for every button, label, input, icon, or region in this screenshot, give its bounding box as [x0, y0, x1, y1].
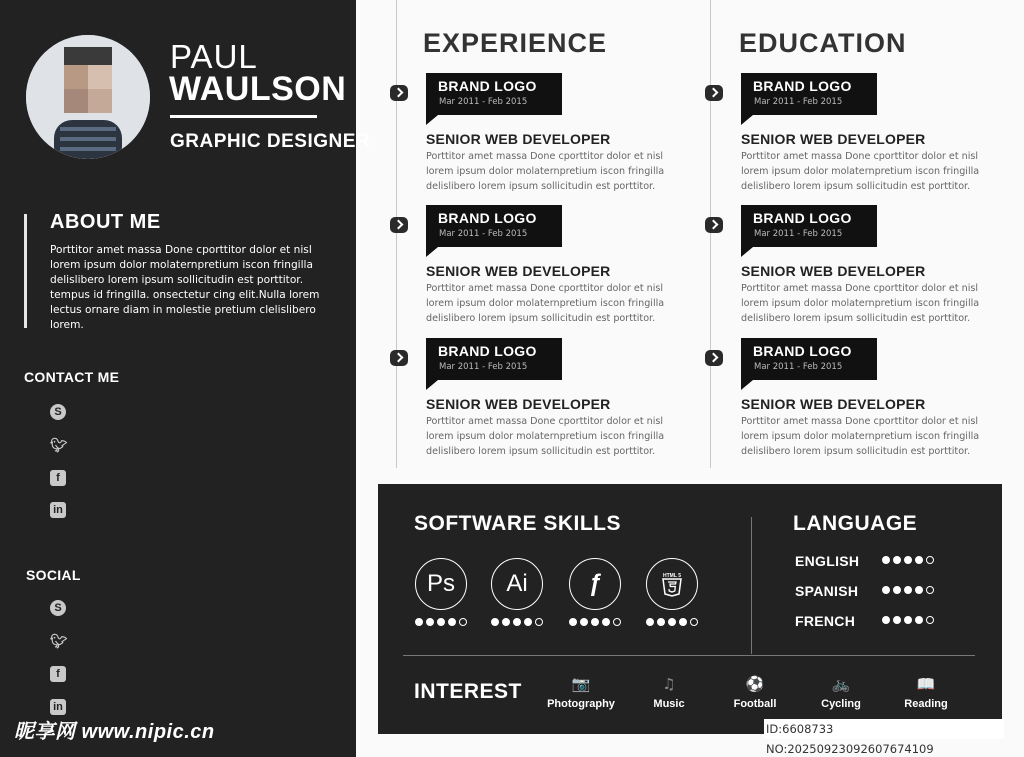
contact-title: CONTACT ME — [24, 369, 120, 385]
panel-divider-horizontal — [403, 655, 975, 656]
svg-text:HTML 5: HTML 5 — [663, 573, 681, 579]
chevron-right-icon — [390, 217, 408, 233]
experience-title: EXPERIENCE — [423, 28, 608, 58]
name-divider — [170, 115, 317, 118]
brand-logo-text: BRAND LOGO — [753, 343, 852, 359]
education-timeline-line — [710, 0, 711, 468]
experience-timeline-line — [396, 0, 397, 468]
rating-dot-filled — [904, 616, 912, 624]
entry-description: Porttitor amet massa Done cporttitor dolor et nisl lorem ipsum dolor molaternpretium iscon fringilla delislibero lorem ipsum sollicitudin est porttitor. — [426, 283, 665, 324]
rating-dot-filled — [904, 556, 912, 564]
linkedin-icon[interactable]: in — [50, 502, 66, 518]
chevron-right-icon — [705, 350, 723, 366]
entry-role: SENIOR WEB DEVELOPER — [741, 263, 926, 279]
book-icon: 📖 — [916, 675, 936, 693]
entry-description: Porttitor amet massa Done cporttitor dolor et nisl lorem ipsum dolor molaternpretium iscon fringilla delislibero lorem ipsum sollicitudin est porttitor. — [741, 151, 980, 192]
last-name: WAULSON — [169, 70, 347, 108]
panel-divider-vertical — [751, 517, 752, 654]
interest-label: Cycling — [821, 698, 861, 710]
interest-music — [624, 674, 714, 710]
skype-icon[interactable]: S — [50, 600, 66, 616]
twitter-icon[interactable]: 🐦︎ — [50, 633, 68, 649]
skill-rating — [491, 618, 543, 626]
software-skills-title: SOFTWARE SKILLS — [414, 512, 621, 535]
entry-description: Porttitor amet massa Done cporttitor dolor et nisl lorem ipsum dolor molaternpretium iscon fringilla delislibero lorem ipsum sollicitudin est porttitor. — [426, 416, 665, 457]
skill-photoshop — [415, 558, 467, 626]
entry-description: Porttitor amet massa Done cporttitor dolor et nisl lorem ipsum dolor molaternpretium iscon fringilla delislibero lorem ipsum sollicitudin est porttitor. — [426, 151, 665, 192]
rating-dot-filled — [602, 618, 610, 626]
language-rating — [882, 556, 934, 564]
chevron-right-icon — [705, 85, 723, 101]
rating-dot-filled — [915, 616, 923, 624]
avatar — [26, 35, 150, 159]
about-accent-bar — [24, 214, 27, 328]
skills-panel — [378, 484, 1002, 734]
skill-flash — [569, 558, 621, 626]
interest-cycling — [796, 674, 886, 710]
entry-description: Porttitor amet massa Done cporttitor dolor et nisl lorem ipsum dolor molaternpretium iscon fringilla delislibero lorem ipsum sollicitudin est porttitor. — [741, 283, 980, 324]
social-title: SOCIAL — [26, 567, 81, 583]
camera-icon: 📷 — [571, 675, 591, 693]
rating-dot-filled — [893, 586, 901, 594]
education-entry — [741, 73, 1011, 198]
skill-rating — [569, 618, 621, 626]
skill-rating — [646, 618, 698, 626]
experience-entry — [426, 338, 696, 463]
rating-dot-filled — [448, 618, 456, 626]
rating-dot-filled — [893, 556, 901, 564]
entry-dates: Mar 2011 - Feb 2015 — [754, 362, 843, 372]
entry-dates: Mar 2011 - Feb 2015 — [439, 229, 528, 239]
education-title: EDUCATION — [739, 28, 907, 58]
rating-dot-filled — [513, 618, 521, 626]
brand-logo-text: BRAND LOGO — [438, 78, 537, 94]
rating-dot-empty — [613, 618, 621, 626]
rating-dot-filled — [882, 556, 890, 564]
entry-dates: Mar 2011 - Feb 2015 — [754, 97, 843, 107]
skill-html5 — [646, 558, 698, 626]
about-title: ABOUT ME — [50, 211, 161, 233]
skype-icon[interactable]: S — [50, 404, 66, 420]
rating-dot-filled — [679, 618, 687, 626]
education-entry — [741, 205, 1011, 330]
language-rating — [882, 616, 934, 624]
brand-logo-text: BRAND LOGO — [438, 210, 537, 226]
language-title: LANGUAGE — [793, 512, 918, 535]
rating-dot-filled — [524, 618, 532, 626]
entry-role: SENIOR WEB DEVELOPER — [426, 396, 611, 412]
rating-dot-filled — [904, 586, 912, 594]
interest-photography — [536, 674, 626, 710]
entry-role: SENIOR WEB DEVELOPER — [741, 396, 926, 412]
interest-label: Football — [733, 698, 777, 710]
facebook-icon[interactable]: f — [50, 666, 66, 682]
chevron-right-icon — [390, 350, 408, 366]
rating-dot-filled — [882, 616, 890, 624]
about-text: Porttitor amet massa Done cporttitor dolor et nisl lorem ipsum dolor molaternpretium iscon fringilla delislibero lorem ipsum sollicitudin est porttitor. tempus id fringilla. onsectetur cing elit.Nulla lorem lectus ornare diam in molestie pretium clelislibero lorem. — [50, 244, 320, 331]
entry-dates: Mar 2011 - Feb 2015 — [439, 362, 528, 372]
skill-rating — [415, 618, 467, 626]
rating-dot-empty — [690, 618, 698, 626]
entry-dates: Mar 2011 - Feb 2015 — [439, 97, 528, 107]
rating-dot-empty — [926, 556, 934, 564]
rating-dot-filled — [668, 618, 676, 626]
chevron-right-icon — [390, 85, 408, 101]
football-icon: ⚽ — [745, 675, 765, 693]
music-note-icon: ♫ — [662, 675, 676, 693]
watermark: 昵享网 www.nipic.cn — [14, 721, 215, 743]
rating-dot-filled — [437, 618, 445, 626]
interest-label: Music — [653, 698, 685, 710]
entry-role: SENIOR WEB DEVELOPER — [426, 263, 611, 279]
rating-dot-filled — [591, 618, 599, 626]
interest-football — [710, 674, 800, 710]
brand-logo-text: BRAND LOGO — [753, 78, 852, 94]
profile-photo — [26, 35, 150, 159]
rating-dot-filled — [646, 618, 654, 626]
twitter-icon[interactable]: 🐦︎ — [50, 437, 68, 453]
language-rating — [882, 586, 934, 594]
rating-dot-filled — [915, 556, 923, 564]
rating-dot-filled — [491, 618, 499, 626]
experience-entry — [426, 73, 696, 198]
chevron-right-icon — [705, 217, 723, 233]
entry-description: Porttitor amet massa Done cporttitor dolor et nisl lorem ipsum dolor molaternpretium iscon fringilla delislibero lorem ipsum sollicitudin est porttitor. — [741, 416, 980, 457]
language-name: SPANISH — [795, 583, 859, 599]
brand-logo-text: BRAND LOGO — [438, 343, 537, 359]
flash-icon: ƒ — [569, 558, 621, 610]
rating-dot-filled — [893, 616, 901, 624]
language-name: FRENCH — [795, 613, 856, 629]
rating-dot-filled — [657, 618, 665, 626]
rating-dot-filled — [502, 618, 510, 626]
html5-icon — [646, 558, 698, 610]
facebook-icon[interactable]: f — [50, 470, 66, 486]
skill-illustrator — [491, 558, 543, 626]
rating-dot-empty — [926, 616, 934, 624]
rating-dot-filled — [915, 586, 923, 594]
image-id-stamp: ID:6608733 NO:20250923092607674109 — [764, 719, 1004, 739]
rating-dot-filled — [569, 618, 577, 626]
interest-reading — [881, 674, 971, 710]
entry-dates: Mar 2011 - Feb 2015 — [754, 229, 843, 239]
illustrator-icon: Ai — [491, 558, 543, 610]
education-entry — [741, 338, 1011, 463]
rating-dot-empty — [926, 586, 934, 594]
photoshop-icon: Ps — [415, 558, 467, 610]
brand-logo-text: BRAND LOGO — [753, 210, 852, 226]
rating-dot-filled — [882, 586, 890, 594]
html5-shield-icon — [661, 571, 683, 597]
entry-role: SENIOR WEB DEVELOPER — [741, 131, 926, 147]
rating-dot-filled — [415, 618, 423, 626]
linkedin-icon[interactable]: in — [50, 699, 66, 715]
interest-label: Reading — [904, 698, 948, 710]
experience-entry — [426, 205, 696, 330]
interest-title: INTEREST — [414, 680, 522, 703]
rating-dot-empty — [459, 618, 467, 626]
rating-dot-empty — [535, 618, 543, 626]
job-title: GRAPHIC DESIGNER — [170, 131, 371, 152]
language-name: ENGLISH — [795, 553, 860, 569]
bicycle-icon: 🚲 — [831, 675, 851, 693]
interest-label: Photography — [547, 698, 615, 710]
first-name: PAUL — [170, 38, 258, 75]
entry-role: SENIOR WEB DEVELOPER — [426, 131, 611, 147]
rating-dot-filled — [580, 618, 588, 626]
rating-dot-filled — [426, 618, 434, 626]
